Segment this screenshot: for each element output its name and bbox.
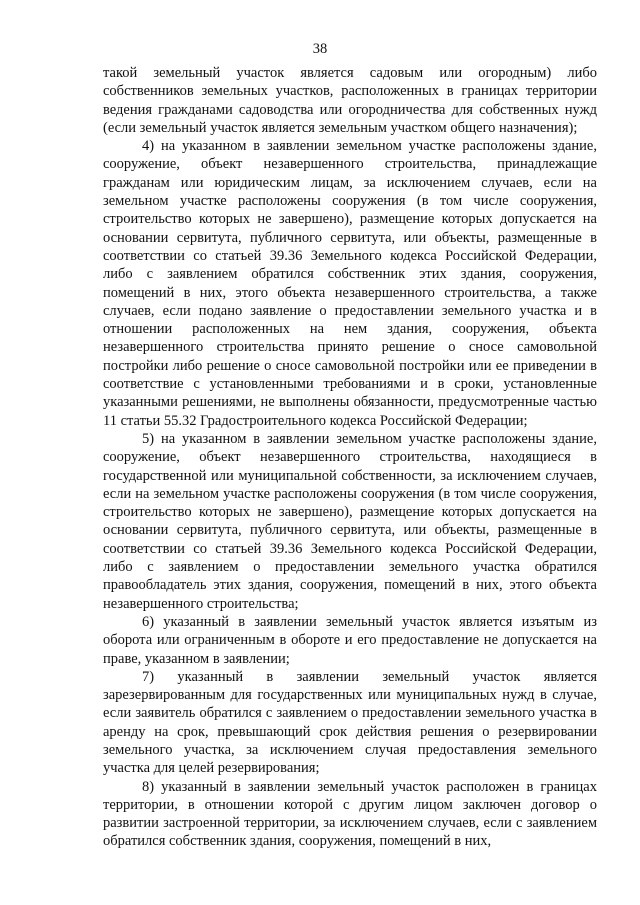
paragraph-item-8: 8) указанный в заявлении земельный участок расположен в границах территории, в отношении которой с другим лицом заключен договор о развитии застроенной территории, за исключением случаев, если с заявлением обратился собственник здания, сооружения, помещений в них,	[103, 778, 597, 850]
paragraph-item-4: 4) на указанном в заявлении земельном участке расположены здание, сооружение, объект незавершенного строительства, принадлежащие гражданам или юридическим лицам, за исключением случаев, если на земельном участке расположены сооружения (в том числе сооружения, строительство которых не завершено), размещение которых допускается на основании сервитута, публичного сервитута, или объекты, размещенные в соответствии со статьей 39.36 Земельного кодекса Российской Федерации, либо с заявлением обратился собственник этих здания, сооружения, помещений в них, этого объекта незавершенного строительства, а также случаев, если подано заявление о предоставлении земельного участка и в отношении расположенных на нем здания, сооружения, объекта незавершенного строительства принято решение о сносе самовольной постройки либо решение о сносе самовольной постройки или ее приведении в соответствие с установленными требованиями и в сроки, установленные указанными решениями, не выполнены обязанности, предусмотренные частью 11 статьи 55.32 Градостроительного кодекса Российской Федерации;	[103, 138, 597, 429]
paragraph-item-6: 6) указанный в заявлении земельный участок является изъятым из оборота или ограниченным в обороте и его предоставление не допускается на праве, указанном в заявлении;	[103, 613, 597, 667]
document-body	[103, 64, 597, 851]
paragraph-item-7: 7) указанный в заявлении земельный участок является зарезервированным для государственных или муниципальных нужд в случае, если заявитель обратился с заявлением о предоставлении земельного участка в аренду на срок, превышающий срок действия решения о резервировании земельного участка, за исключением случая предоставления земельного участка для целей резервирования;	[103, 668, 597, 777]
paragraph-item-5: 5) на указанном в заявлении земельном участке расположены здание, сооружение, объект незавершенного строительства, находящиеся в государственной или муниципальной собственности, за исключением случаев, если на земельном участке расположены сооружения (в том числе сооружения, строительство которых не завершено), размещение которых допускается на основании сервитута, публичного сервитута, или объекты, размещенные в соответствии со статьей 39.36 Земельного кодекса Российской Федерации, либо с заявлением о предоставлении земельного участка обратился правообладатель этих здания, сооружения, помещений в них, этого объекта незавершенного строительства;	[103, 430, 597, 612]
page-number: 38	[312, 41, 328, 57]
paragraph-continuation: такой земельный участок является садовым или огородным) либо собственников земельных участков, расположенных в границах территории ведения гражданами садоводства или огородничества для собственных нужд (если земельный участок является земельным участком общего назначения);	[103, 65, 597, 136]
